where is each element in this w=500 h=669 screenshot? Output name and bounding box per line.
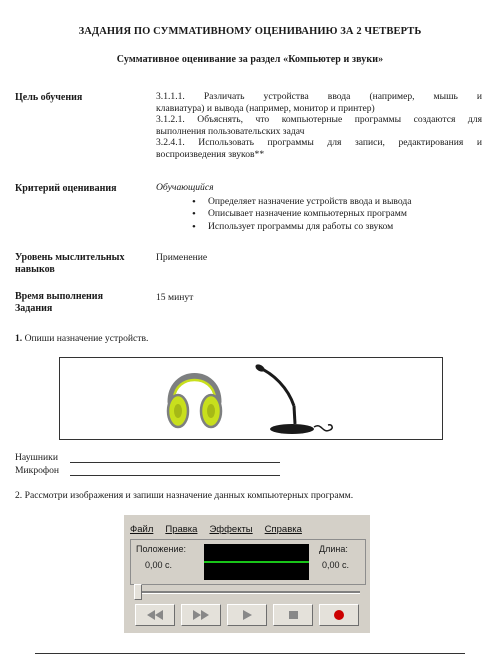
page-title: ЗАДАНИЯ ПО СУММАТИВНОМУ ОЦЕНИВАНИЮ ЗА 2 ЧЕТВЕРТЬ xyxy=(78,26,422,37)
position-value: 0,00 с. xyxy=(145,560,173,570)
devices-image-box xyxy=(59,357,443,440)
stop-icon xyxy=(274,605,312,625)
devices-illustration xyxy=(60,358,442,439)
skills-label-line: Уровень мыслительных xyxy=(15,252,125,263)
answer-line-programs[interactable] xyxy=(35,653,465,654)
stop-button[interactable] xyxy=(273,604,313,626)
record-button[interactable] xyxy=(319,604,359,626)
headphones-icon xyxy=(168,377,221,428)
record-icon xyxy=(320,605,358,625)
goal-line: клавиатура) и вывода (например, монитор и принтер) xyxy=(156,102,375,114)
task1-question xyxy=(15,333,148,345)
sound-recorder-window xyxy=(124,515,370,633)
position-slider-thumb[interactable] xyxy=(134,584,142,600)
play-icon xyxy=(228,605,266,625)
answer-line-headphones[interactable] xyxy=(70,452,280,463)
play-button[interactable] xyxy=(227,604,267,626)
menu-file[interactable]: Файл xyxy=(130,524,154,535)
list-item: • Описывает назначение компьютерных программ xyxy=(156,208,486,220)
length-label: Длина: xyxy=(319,544,348,554)
answer-label-headphones: Наушники xyxy=(15,452,58,463)
menu-bar xyxy=(130,519,302,537)
skills-label-line: навыков xyxy=(15,264,55,275)
criteria-list xyxy=(156,196,486,233)
page-subtitle: Суммативное оценивание за раздел «Компьютер и звуки» xyxy=(116,54,384,65)
criteria-intro: Обучающийся xyxy=(156,182,214,193)
position-label: Положение: xyxy=(136,544,187,554)
menu-help[interactable]: Справка xyxy=(264,524,302,535)
time-label xyxy=(15,291,103,315)
position-slider-track[interactable] xyxy=(134,591,360,594)
answer-line-microphone[interactable] xyxy=(70,465,280,476)
goal-line: 3.2.4.1. Использовать программы для записи, редактирования и xyxy=(156,137,482,149)
task1-number: 1. xyxy=(15,333,23,344)
time-value: 15 минут xyxy=(156,292,194,303)
display-panel xyxy=(130,539,366,585)
goals-text xyxy=(156,91,482,161)
task2-number: 2. xyxy=(15,490,23,501)
length-value: 0,00 с. xyxy=(322,560,350,570)
fast-forward-button[interactable] xyxy=(181,604,221,626)
fast-forward-icon xyxy=(182,605,220,625)
skills-label xyxy=(15,252,124,276)
time-label-line: Время выполнения xyxy=(15,291,103,302)
menu-edit[interactable]: Правка xyxy=(165,524,198,535)
task2-text: Рассмотри изображения и запиши назначение данных компьютерных программ. xyxy=(24,490,354,501)
list-item: • Использует программы для работы со звуком xyxy=(156,221,486,233)
criteria-label: Критерий оценивания xyxy=(15,183,117,194)
waveform-line xyxy=(204,561,309,563)
rewind-button[interactable] xyxy=(135,604,175,626)
answer-label-microphone: Микрофон xyxy=(15,465,60,476)
rewind-icon xyxy=(136,605,174,625)
waveform-display xyxy=(204,544,309,580)
skills-value: Применение xyxy=(156,252,208,263)
task2-question xyxy=(15,490,353,502)
list-item: • Определяет назначение устройств ввода и вывода xyxy=(156,196,486,208)
menu-effects[interactable]: Эффекты xyxy=(209,524,253,535)
task1-text: Опиши назначение устройств. xyxy=(24,333,149,344)
microphone-icon xyxy=(254,363,332,434)
goal-line: воспроизведения звуков** xyxy=(156,148,265,160)
goal-line: 3.1.2.1. Объяснять, что компьютерные программы создаются для xyxy=(156,114,482,126)
time-label-line: Задания xyxy=(15,303,53,314)
goal-line: 3.1.1.1. Различать устройства ввода (например, мышь и xyxy=(156,91,482,102)
goal-line: выполнения пользовательских задач xyxy=(156,125,305,137)
goals-label: Цель обучения xyxy=(15,92,83,103)
